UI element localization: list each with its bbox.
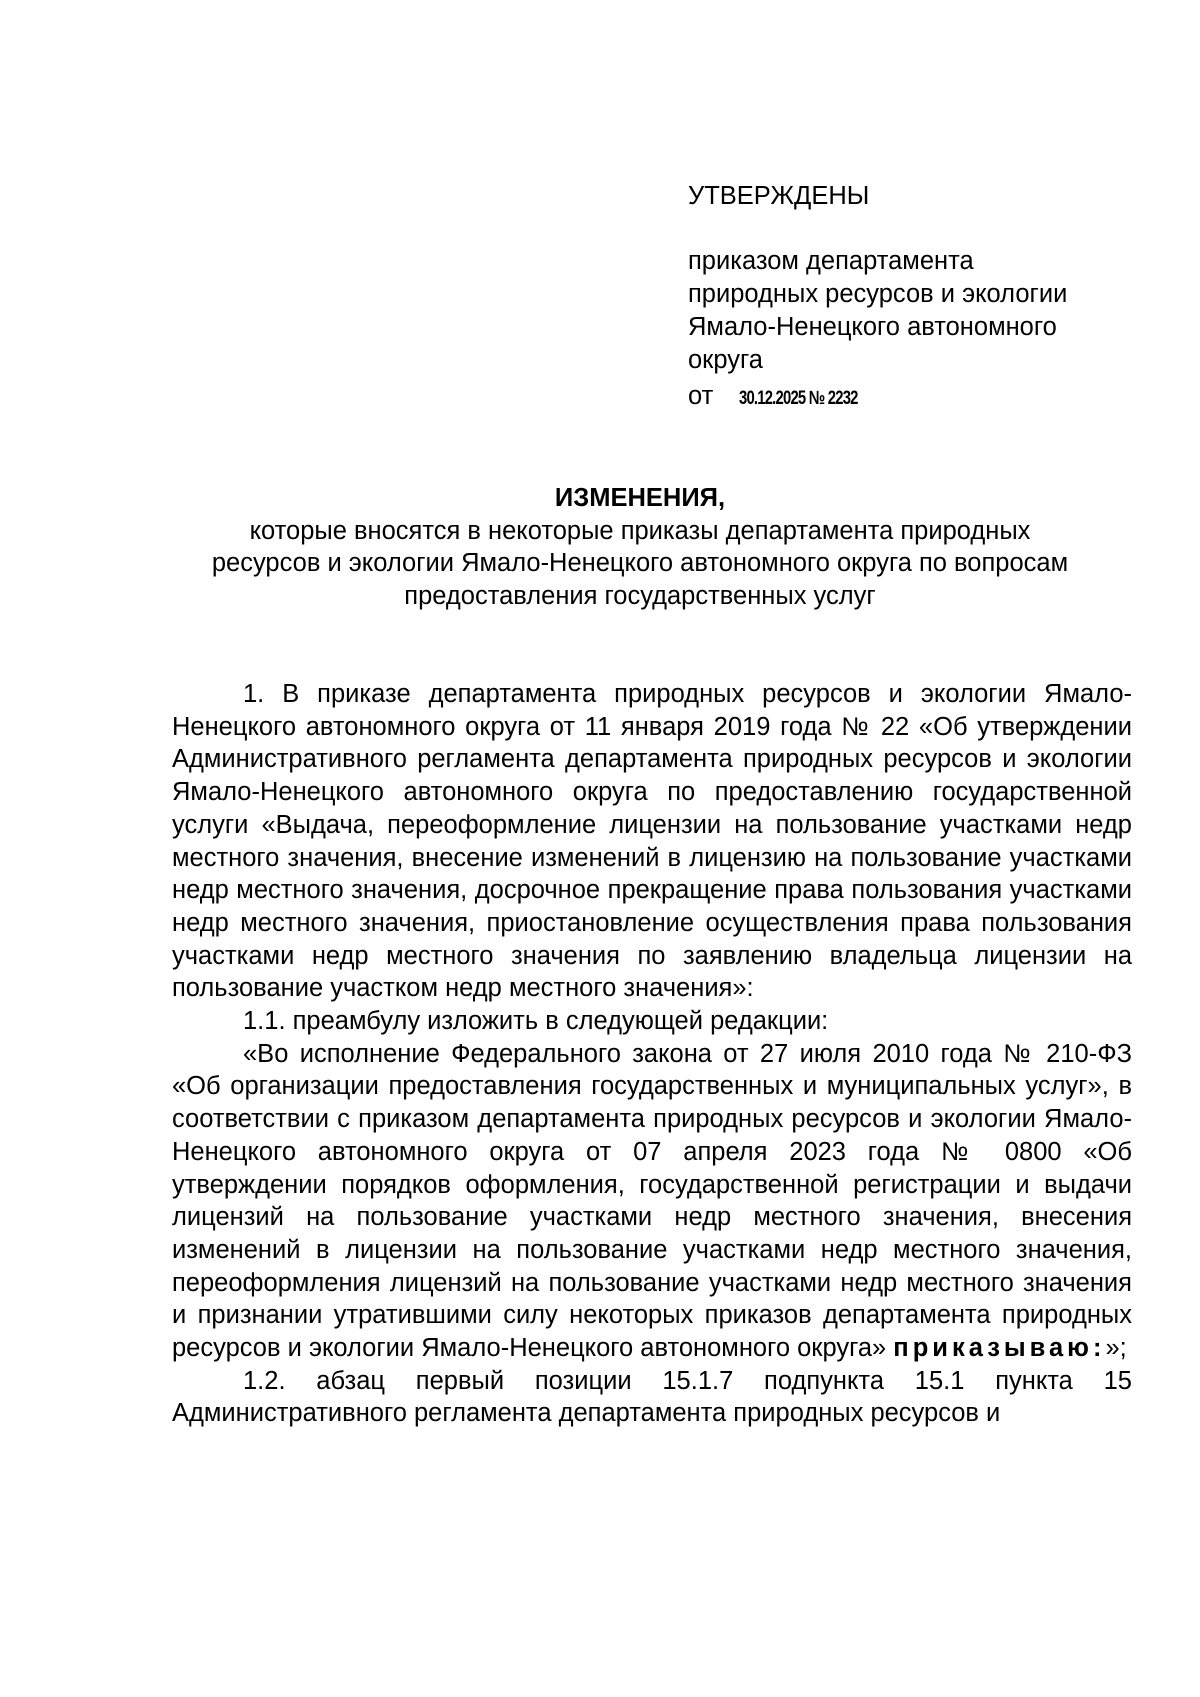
approval-line: Ямало-Ненецкого автономного	[688, 313, 1057, 341]
document-heading	[160, 482, 1120, 612]
approval-block	[688, 180, 1128, 415]
paragraph-1: 1. В приказе департамента природных ресурсов и экологии Ямало-Ненецкого автономного округа от 11 января 2019 года № 22 «Об утверждении Административного регламента департамента природных ресурсов и экологии Ямало-Ненецкого автономного округа по предоставлению государственной услуги «Выдача, переоформление лицензии на пользование участками недр местного значения, внесение изменений в лицензию на пользование участками недр местного значения, досрочное прекращение права пользования участками недр местного значения, приостановление осуществления права пользования участками недр местного значения по заявлению владельца лицензии на пользование участком недр местного значения»:	[172, 680, 1132, 1003]
approval-date-line	[688, 380, 1128, 415]
document-title: ИЗМЕНЕНИЯ,	[554, 484, 726, 512]
paragraph-1-1: 1.1. преамбулу изложить в следующей редакции:	[243, 1007, 829, 1036]
approval-date-value: 30.12.2025 № 2232	[739, 388, 858, 409]
document-subtitle-line: которые вносятся в некоторые приказы департамента природных	[249, 516, 1031, 545]
approval-line: природных ресурсов и экологии	[688, 280, 1068, 308]
approval-date-prefix: от	[688, 382, 714, 410]
preamble-tail: »;	[1105, 1334, 1127, 1363]
paragraph-1-2: 1.2. абзац первый позиции 15.1.7 подпункта 15.1 пункта 15 Административного регламента департамента природных ресурсов и	[172, 1366, 1132, 1428]
document-body	[172, 678, 1132, 1430]
preamble-order-word: приказываю:	[893, 1334, 1106, 1363]
approval-line: приказом департамента	[688, 247, 974, 275]
paragraph-preamble	[172, 1038, 1132, 1365]
document-subtitle-line: предоставления государственных услуг	[404, 581, 876, 610]
document-subtitle-line: ресурсов и экологии Ямало-Ненецкого автономного округа по вопросам	[211, 549, 1069, 577]
preamble-text: «Во исполнение Федерального закона от 27 июля 2010 года № 210-ФЗ «Об организации предоставления государственных и муниципальных услуг», в соответствии с приказом департамента природных ресурсов и экологии Ямало-Ненецкого автономного округа от 07 апреля 2023 года № 0800 «Об утверждении порядков оформления, государственной регистрации и выдачи лицензий на пользование участками недр местного значения, внесения изменений в лицензии на пользование участками недр местного значения, переоформления лицензий на пользование участками недр местного значения и признании утратившими силу некоторых приказов департамента природных ресурсов и экологии Ямало-Ненецкого автономного округа»	[172, 1039, 1132, 1363]
approval-line: округа	[688, 346, 763, 374]
approval-stamp: УТВЕРЖДЕНЫ	[688, 182, 870, 210]
